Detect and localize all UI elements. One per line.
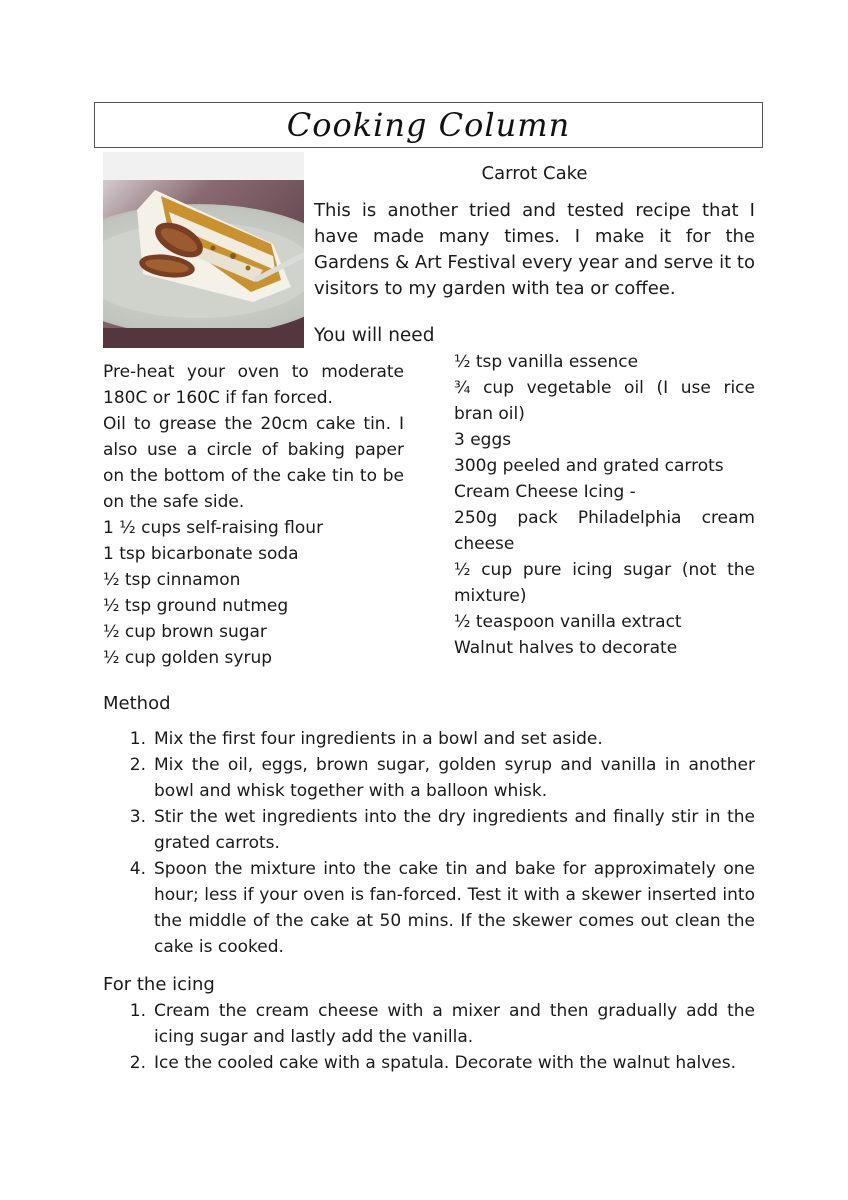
step-text: Spoon the mixture into the cake tin and bake for approximately one hour; less if your oven is fan-forced. Test it with a skewer inserted into the middle of the cake at 50 mins. If the skewer comes out clean the cake is cooked. [154,859,755,957]
step-number: 2. [129,1053,146,1073]
step-number: 4. [129,859,146,879]
step-number: 3. [129,807,146,827]
step-number: 2. [129,755,146,775]
page-title: Cooking Column [286,106,571,144]
ingredients-heading: You will need [314,325,435,346]
ingredient-item: 1 tsp bicarbonate soda [103,544,299,564]
ingredient-item: 250g pack Philadelphia cream cheese [454,508,755,554]
step-text: Mix the first four ingredients in a bowl and set aside. [154,729,603,749]
ingredients-list-right [454,349,755,661]
method-step [103,752,755,804]
method-heading: Method [103,693,171,714]
title-box [94,102,763,148]
ingredient-item: ½ cup brown sugar [103,622,267,642]
icing-steps [103,998,755,1076]
ingredient-item: ½ cup pure icing sugar (not the mixture) [454,560,755,606]
recipe-title: Carrot Cake [481,163,588,184]
step-number: 1. [129,1001,146,1021]
ingredient-item: ½ cup golden syrup [103,648,273,668]
method-step [103,804,755,856]
icing-step [103,998,755,1050]
method-steps [103,726,755,960]
step-text: Mix the oil, eggs, brown sugar, golden syrup and vanilla in another bowl and whisk together with a balloon whisk. [154,755,755,801]
ingredients-list-left [103,359,404,671]
ingredient-item: ¾ cup vegetable oil (I use rice bran oil) [454,378,755,424]
ingredient-item: Cream Cheese Icing - [454,482,636,502]
ingredient-item: 300g peeled and grated carrots [454,456,724,476]
step-text: Stir the wet ingredients into the dry ingredients and finally stir in the grated carrots. [154,807,755,853]
ingredient-item: Pre-heat your oven to moderate 180C or 160C if fan forced. [103,362,404,408]
ingredient-item: ½ tsp vanilla essence [454,352,639,372]
icing-heading: For the icing [103,974,215,995]
icing-step [103,1050,755,1076]
ingredient-item: Oil to grease the 20cm cake tin. I also use a circle of baking paper on the bottom of the cake tin to be on the safe side. [103,414,404,512]
ingredient-item: 3 eggs [454,430,512,450]
step-text: Ice the cooled cake with a spatula. Decorate with the walnut halves. [154,1053,737,1073]
recipe-intro: This is another tried and tested recipe that I have made many times. I make it for the Gardens & Art Festival every year and serve it to visitors to my garden with tea or coffee. [314,200,755,299]
ingredient-item: Walnut halves to decorate [454,638,678,658]
ingredient-item: ½ teaspoon vanilla extract [454,612,682,632]
method-step [103,856,755,960]
method-step [103,726,755,752]
ingredient-item: ½ tsp ground nutmeg [103,596,289,616]
step-text: Cream the cream cheese with a mixer and then gradually add the icing sugar and lastly add the vanilla. [154,1001,755,1047]
carrot-cake-photo [103,152,304,348]
ingredient-item: 1 ½ cups self-raising flour [103,518,324,538]
ingredient-item: ½ tsp cinnamon [103,570,241,590]
step-number: 1. [129,729,146,749]
